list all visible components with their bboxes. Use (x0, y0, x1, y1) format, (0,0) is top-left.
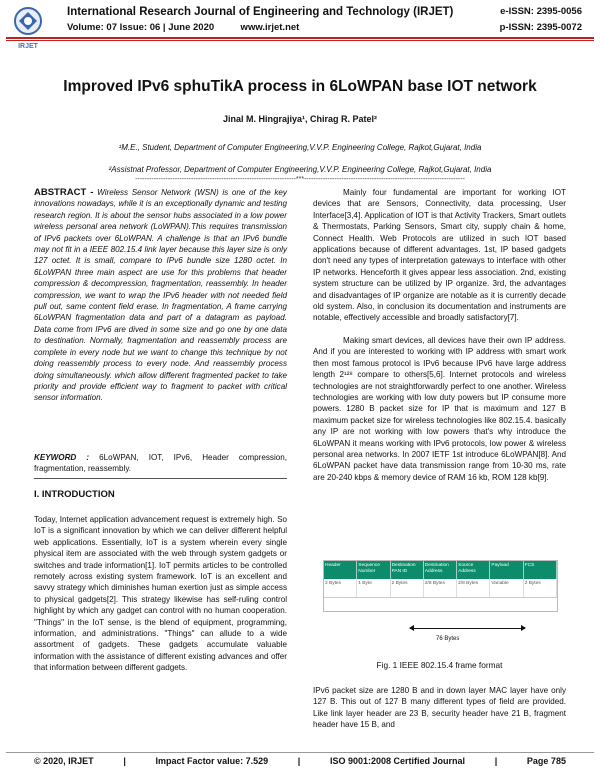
logo-text: IRJET (18, 43, 38, 50)
figure-header-cell: Destination Address (424, 561, 457, 579)
journal-name: International Research Journal of Engineering and Technology (IRJET) (67, 6, 454, 18)
figure-bytes-label: 76 Bytes (436, 636, 460, 642)
footer-iso: ISO 9001:2008 Certified Journal (329, 756, 466, 766)
figure-header-row (324, 561, 557, 579)
figure-caption: Fig. 1 IEEE 802.15.4 frame format (376, 660, 503, 670)
double-arrow-icon (410, 628, 525, 629)
figure-header-cell: Payload (490, 561, 523, 579)
abstract-rule (34, 478, 287, 479)
intro-heading: I. INTRODUCTION (34, 489, 115, 500)
abstract-text: Wireless Sensor Network (WSN) is one of the key innovations nowadays, while it is an exceptionally dynamic and testing research region. It is about the sensor hubs associated in a low power wireless personal area network (LoWPAN).This requires transmission of IPv6 packets over 6LoWPAN. A challenge is that an IPv6 bundle may not fit in a IEEE 802.15.4 link layer because this layer size is only 127 octet. It is small, compare to IPv6 bundle size 1280 octet. In 6LoWPAN three main aspect are use for this problems that header compression & decompression, fragmentation, reassembly. In header compression, we want to wrap the IPv6 header with not needed field pull out, same content field erase. In fragmentation, A frame carrying 6LoWPAN fragmentation data and part of a datagram as payload. Data come from IPv6 are dived in some size and go one by one data to destination. Normally, fragmentation and reassembly process are complete in every node but we want to change this technique by not doing reassembly process to every node. And reassembly process doing simultaneously. which allow different fragmented packet to take priority and provide efficient way to fragment to packet with critical sensor information. (34, 188, 287, 403)
footer-page: Page 785 (526, 756, 566, 766)
right-paragraph-2: Making smart devices, all devices have their own IP address. And if you are interested to working with IP address with smart work then most famous protocol is IPv6 because IPv6 have large address length 2¹²⁸ compare to others[5,6]. Internet protocols and wireless technologies are not straightforwardly perfect to one another. Wireless technologies are working with low duty powers but IP consume more powers. 1280 B packet size for IP that is maximum and 127 B maximum packet size for wireless technologies like 802.15.4. basically any IP are not working with low powers that's why introduce the 6LoWPAN it means working with IPv6 protocols, low power & wireless personal area networks. In 2007 IETF 1st introduce 6LoWPAN[8]. And 6LoWPAN packet have data transmission range from 10-30 ms, rate are 20-240 kbps & memory device of RAM 16 kb, ROM 128 kb[9]. (313, 336, 566, 482)
figure-header-cell: Header (324, 561, 357, 579)
frame-format-figure (323, 560, 558, 612)
keywords-label: KEYWORD : (34, 453, 90, 462)
e-issn: e-ISSN: 2395-0056 (500, 6, 582, 17)
figure-data-cell: Variable (490, 579, 523, 597)
footer-copyright: © 2020, IRJET (34, 756, 94, 766)
volume-line: Volume: 07 Issue: 06 | June 2020 www.irjet.net (67, 22, 300, 33)
keywords (34, 452, 287, 475)
header-rule (6, 37, 594, 41)
p-issn: p-ISSN: 2395-0072 (499, 22, 582, 33)
footer-impact: Impact Factor value: 7.529 (155, 756, 269, 766)
section-separator: ---------------------------------------------------------------------***--------------------------------------------------------------------- (135, 176, 465, 183)
footer-divider: | (123, 756, 126, 766)
figure-data-cell: 2 Bytes (324, 579, 357, 597)
footer-rule (6, 752, 594, 753)
keywords-text: 6LoWPAN, IOT, IPv6, Header compression, fragmentation, reassembly. (34, 453, 287, 474)
figure-data-cell: 1 Byte (357, 579, 390, 597)
figure-data-row (324, 579, 557, 598)
figure-header-cell: Sequence Number (357, 561, 390, 579)
figure-data-cell: 2/8 Bytes (457, 579, 490, 597)
authors: Jinal M. Hingrajiya¹, Chirag R. Patel² (222, 114, 378, 124)
abstract (34, 187, 287, 404)
figure-header-cell: FCS (524, 561, 557, 579)
affiliation-2: ²Assistnat Professor, Department of Computer Engineering,V.V.P. Engineering College, Rajkot,Gujarat, India (108, 165, 492, 174)
footer-divider: | (297, 756, 301, 766)
intro-paragraph: Today, Internet application advancement request is extremely high. So IoT is a significant innovation by which we can deliver different helpful web applications. Essentially, IoT is a system wherein every single physical item are associated with the web through system gadgets or switches and trade information[1]. IoT permits articles to be controlled remotely across existing system framework. IoT is an excellent and savvy strategy which diminishes human exertion just as simple access to physical gadgets[2]. This strategy likewise has self-ruling control highlight by which any gadget can control with no human cooperation. "Things" in the IoT sense, is the blend of equipment, programming, information, and administrations. "Things" can allude to a wide assortment of gadgets. These gadgets accumulate valuable information with the assistance of different existing advances and offer that information between different gadgets. (34, 515, 287, 673)
figure-header-cell: Destination PAN ID (391, 561, 424, 579)
figure-data-cell: 2/8 Bytes (424, 579, 457, 597)
right-paragraph-1: Mainly four fundamental are important for working IOT devices that are Sensors, Connectivity, data processing, User Interface[3,4]. Application of IOT is that Activity Trackers, Smart outlets & Thermostats, Parking Sensors, Smart city, supply chain & home, Connect Health. Web Protocols are utilized in such IOT based applications because of different advantages. 1st, IP based gadgets don't need any types of interpretation gateways to interface with other IP networks. Henceforth it gives appear less association. 2nd, existing system structure can be utilized by IP organize. 3rd, the advantages and disadvantages of IP organize are notable as it is currently decade old system. Also, in conclusion its documentation and instruments are notable, effectively accessible and broadly satisfactory[7]. (313, 188, 566, 323)
figure-data-cell: 2 Bytes (391, 579, 424, 597)
figure-data-cell: 2 Bytes (524, 579, 557, 597)
footer-divider: | (494, 756, 498, 766)
footer (34, 756, 566, 766)
right-paragraph-3: IPv6 packet size are 1280 B and in down layer MAC layer have only 127 B. This out of 127 B many different types of field are provided. Like link layer header are 23 B, security header have 21 B, fragment header have 15 B, and (313, 686, 566, 730)
figure-header-cell: Source Address (457, 561, 490, 579)
paper-title: Improved IPv6 sphuTikA process in 6LoWPAN base IOT network (63, 78, 537, 95)
abstract-label: ABSTRACT - (34, 187, 94, 198)
affiliation-1: ¹M.E., Student, Department of Computer Engineering,V.V.P. Engineering College, Rajkot,Gujarat, India (118, 143, 482, 152)
